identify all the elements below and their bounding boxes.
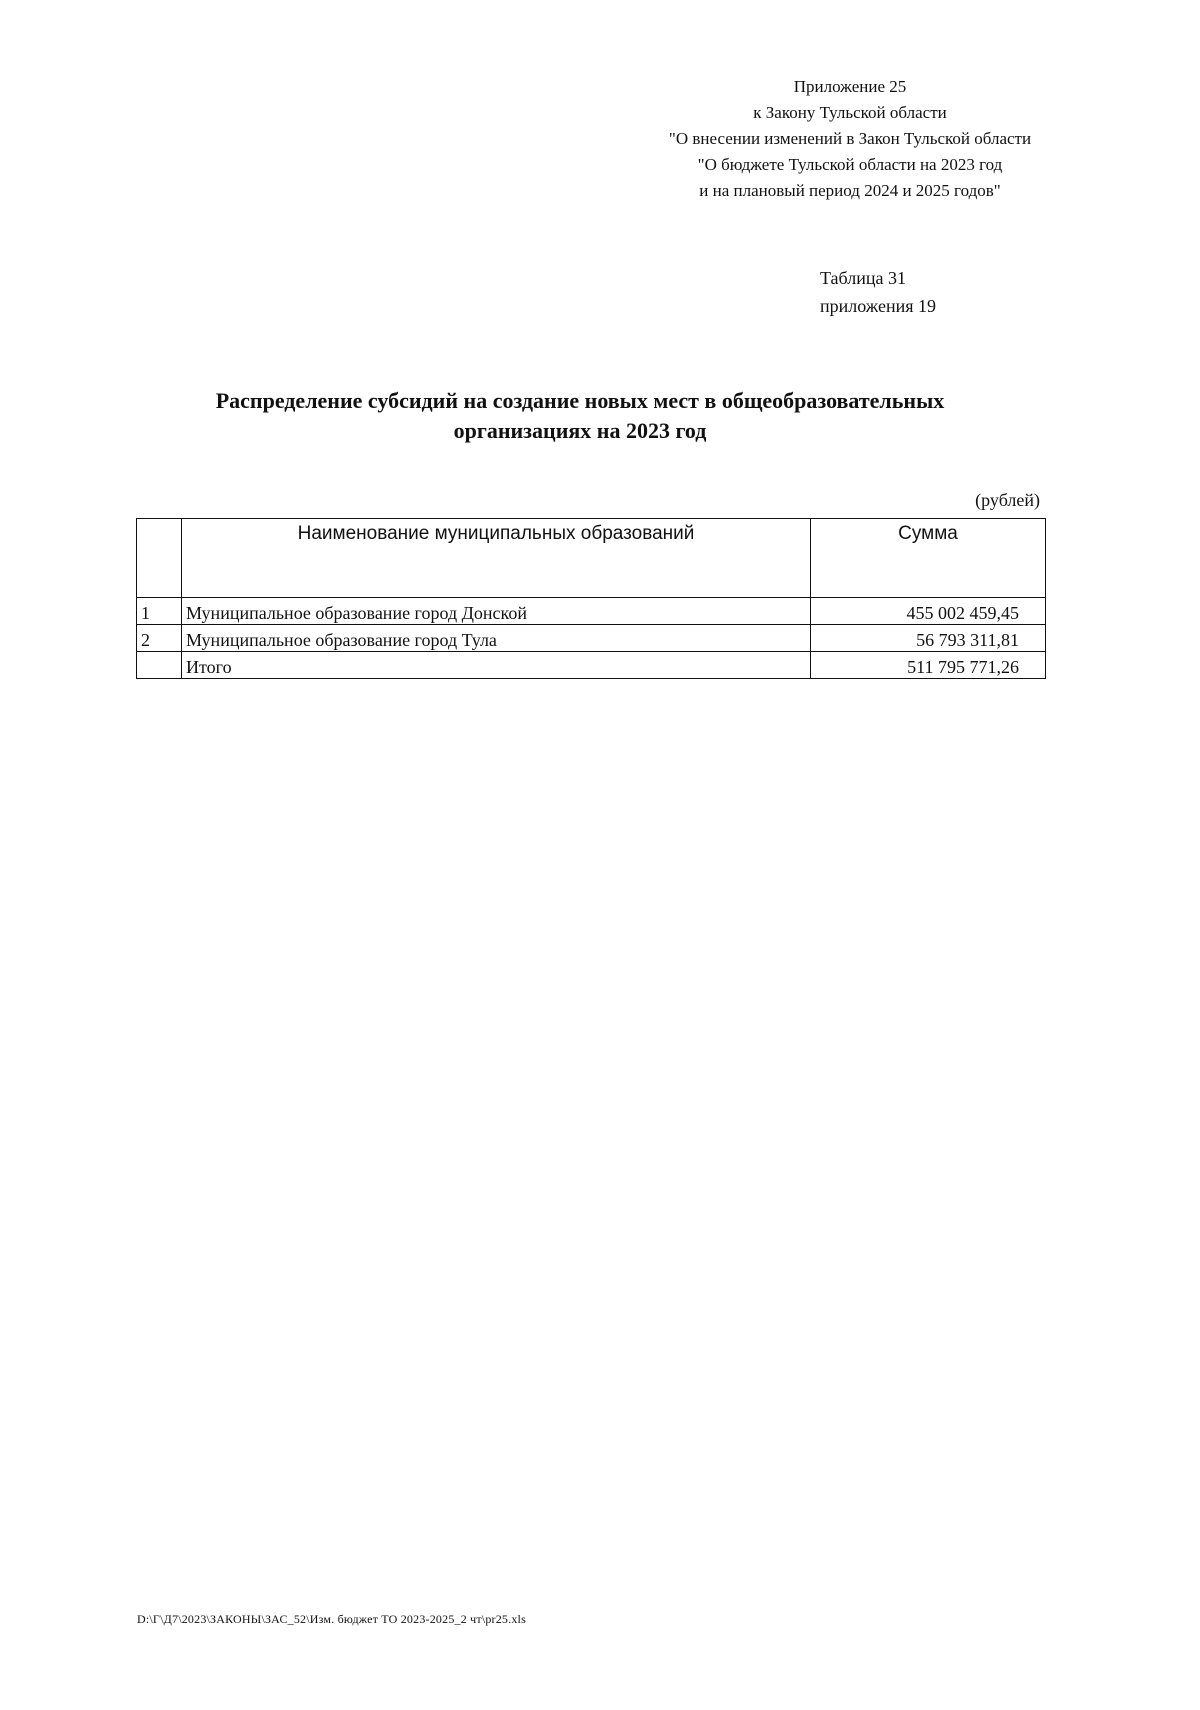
- appendix-header: [600, 74, 1100, 204]
- file-path-footer: D:\Г\Д7\2023\ЗАКОНЫ\ЗАС_52\Изм. бюджет ТО 2023-2025_2 чт\pr25.xls: [137, 1612, 526, 1626]
- total-sum: 511 795 771,26: [811, 652, 1046, 679]
- appendix-line-3: "О внесении изменений в Закон Тульской области: [668, 129, 1032, 148]
- row-sum: 56 793 311,81: [811, 625, 1046, 652]
- table-row: [137, 598, 1046, 625]
- subsidy-table: [136, 518, 1046, 679]
- table-total-row: [137, 652, 1046, 679]
- header-name: Наименование муниципальных образований: [182, 519, 811, 598]
- total-label: Итого: [182, 652, 811, 679]
- units-label: (рублей): [975, 490, 1040, 510]
- document-title: [170, 386, 990, 446]
- row-number: 1: [137, 598, 182, 625]
- row-number: [137, 652, 182, 679]
- table-reference: [820, 264, 936, 320]
- table-reference-line-1: Таблица 31: [820, 268, 906, 288]
- table-row: [137, 625, 1046, 652]
- appendix-line-4: "О бюджете Тульской области на 2023 год: [697, 155, 1003, 174]
- row-name: Муниципальное образование город Тула: [182, 625, 811, 652]
- appendix-line-1: Приложение 25: [793, 77, 907, 96]
- appendix-line-2: к Закону Тульской области: [753, 103, 947, 122]
- row-sum: 455 002 459,45: [811, 598, 1046, 625]
- document-title-line-1: Распределение субсидий на создание новых мест в общеобразовательных: [215, 388, 945, 413]
- header-number: [137, 519, 182, 598]
- appendix-line-5: и на плановый период 2024 и 2025 годов": [699, 181, 1001, 200]
- table-header-row: [137, 519, 1046, 598]
- document-title-line-2: организациях на 2023 год: [453, 418, 707, 443]
- header-sum: Сумма: [811, 519, 1046, 598]
- row-name: Муниципальное образование город Донской: [182, 598, 811, 625]
- table-reference-line-2: приложения 19: [820, 296, 937, 316]
- row-number: 2: [137, 625, 182, 652]
